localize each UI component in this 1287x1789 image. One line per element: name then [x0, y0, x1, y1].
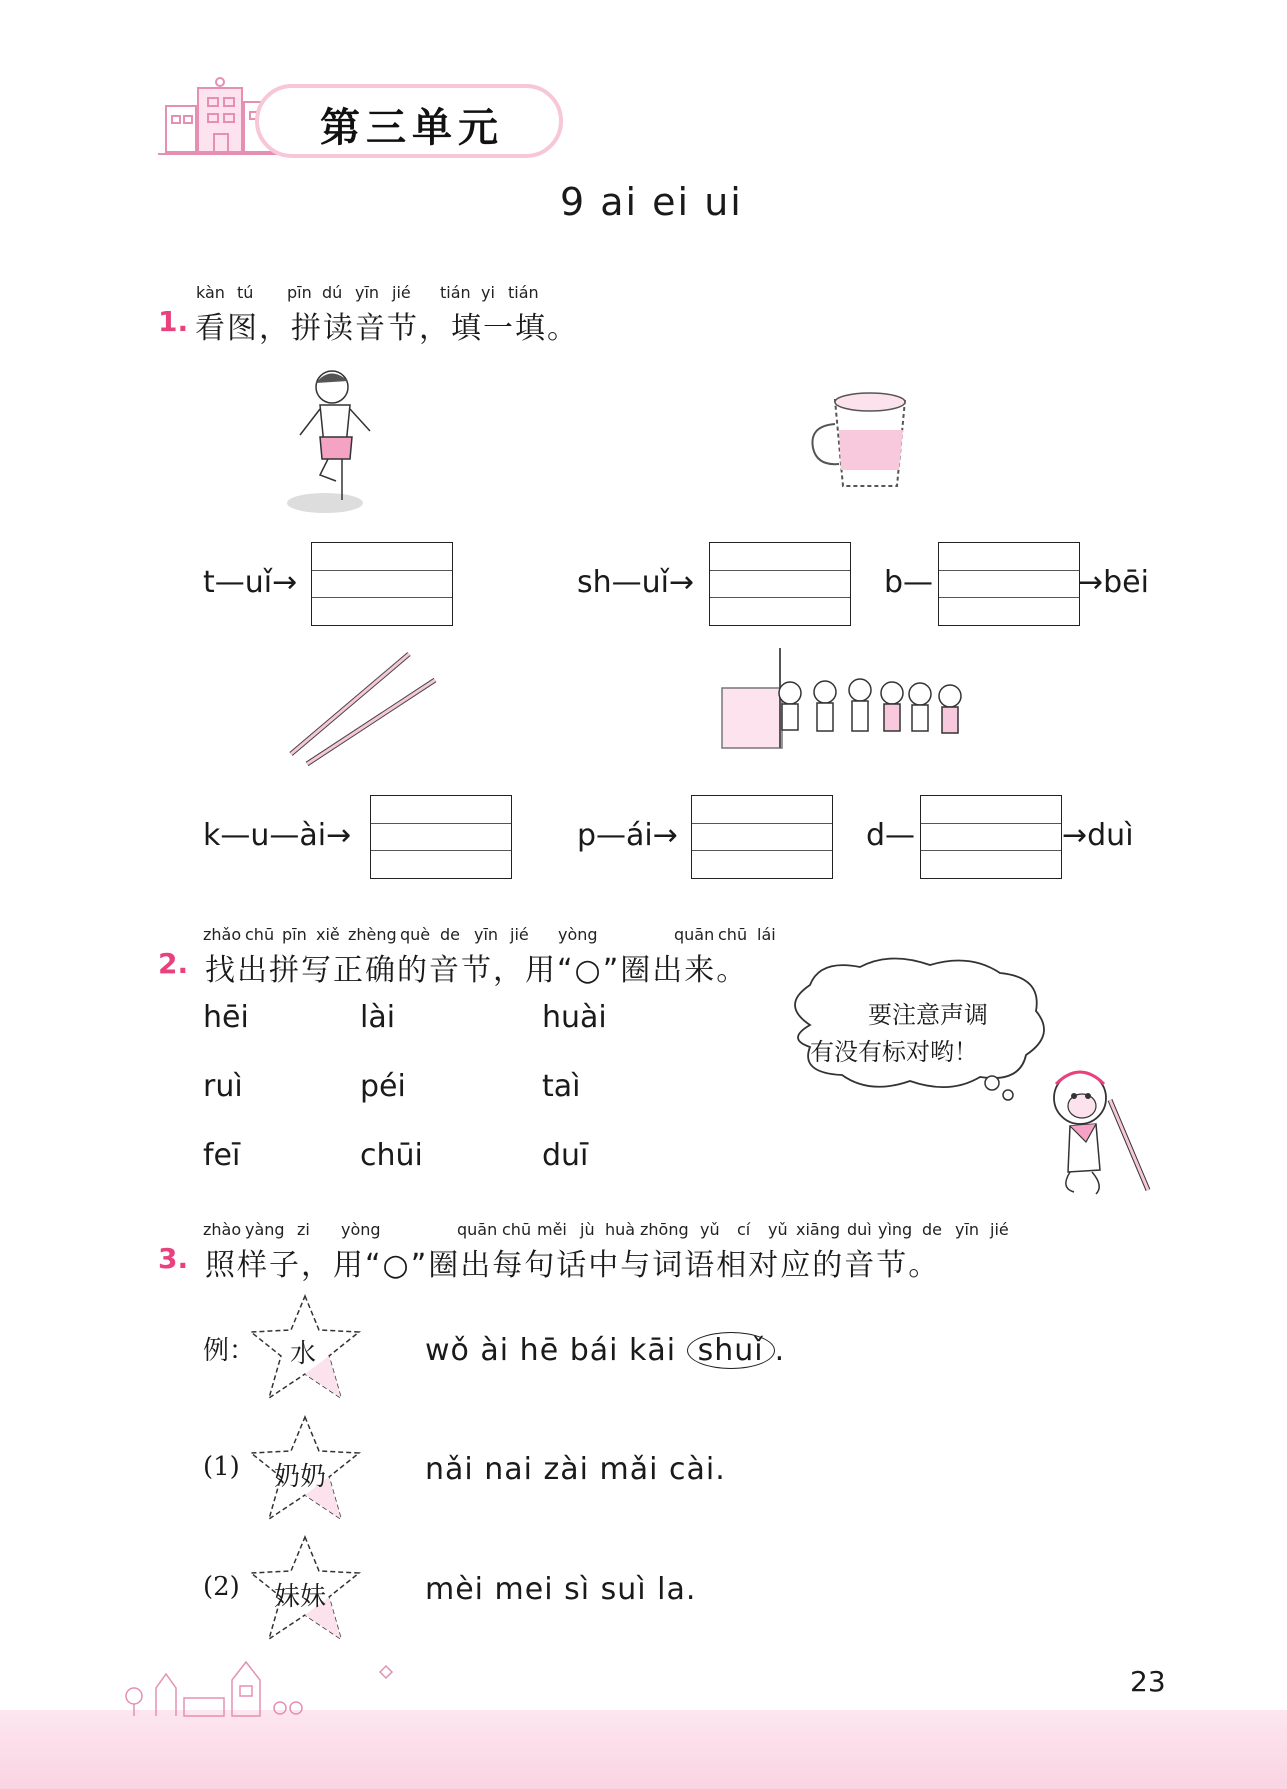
monkey-king-illustration	[1040, 1060, 1160, 1200]
pinyin: pīn	[287, 283, 312, 302]
pinyin: huà	[605, 1220, 636, 1239]
q1-pinyin	[0, 283, 1287, 305]
pinyin: jié	[392, 283, 411, 302]
example-word: 水	[290, 1339, 317, 1369]
pinyin: chū	[502, 1220, 532, 1239]
lesson-title: 9 ai ei ui	[560, 180, 743, 224]
syllable-option[interactable]: ruì	[203, 1069, 243, 1104]
pinyin: chū	[245, 925, 275, 944]
pinyin: de	[440, 925, 460, 944]
pinyin: quān	[674, 925, 715, 944]
q2-number: 2.	[158, 947, 189, 980]
syllable-option[interactable]: péi	[360, 1069, 406, 1104]
page-number: 23	[1130, 1665, 1166, 1698]
pinyin: yǔ	[768, 1220, 788, 1239]
pinyin: jù	[580, 1220, 595, 1239]
syllable-option[interactable]: lài	[360, 1000, 396, 1035]
item-word-2: 妹妹	[274, 1582, 327, 1612]
pinyin: měi	[537, 1220, 567, 1239]
pinyin: tián	[440, 283, 471, 302]
town-decoration-icon	[120, 1650, 400, 1720]
item-sentence-1[interactable]: nǎi nai zài mǎi cài.	[425, 1452, 726, 1487]
q2-text: 找出拼写正确的音节，用“○”圈出来。	[205, 953, 749, 988]
cup-illustration	[805, 390, 915, 495]
example-sentence	[425, 1332, 785, 1369]
pinyin: yi	[481, 283, 495, 302]
q1-formula-4: k—u—ài→	[203, 818, 352, 853]
q1-number: 1.	[158, 305, 189, 338]
circled-syllable: shuǐ	[687, 1332, 775, 1369]
tip-line-1: 要注意声调	[868, 1001, 988, 1029]
tip-line-2: 有没有标对哟！	[810, 1038, 978, 1066]
q1-answer-box-3[interactable]	[938, 542, 1080, 626]
q1-answer-box-6[interactable]	[920, 795, 1062, 879]
unit-title: 第三单元	[320, 105, 504, 151]
pinyin: cí	[737, 1220, 751, 1239]
pinyin: dú	[322, 283, 343, 302]
pinyin: jié	[510, 925, 529, 944]
pinyin: zhǎo	[203, 925, 242, 944]
q1-formula-1: t—uǐ→	[203, 565, 298, 600]
pinyin: quān	[457, 1220, 498, 1239]
q1-answer-box-1[interactable]	[311, 542, 453, 626]
pinyin: zi	[297, 1220, 310, 1239]
pinyin: yǔ	[700, 1220, 720, 1239]
pinyin: pīn	[282, 925, 307, 944]
pinyin: yòng	[341, 1220, 381, 1239]
unit-banner	[150, 70, 565, 160]
pinyin: zhèng	[348, 925, 397, 944]
q1-text: 看图，拼读音节，填一填。	[195, 311, 579, 346]
syllable-option[interactable]: feī	[203, 1138, 241, 1173]
q1-formula-2: sh—uǐ→	[577, 565, 695, 600]
pinyin: chū	[718, 925, 748, 944]
chopsticks-illustration	[285, 648, 445, 768]
pinyin: tián	[508, 283, 539, 302]
pinyin: duì	[847, 1220, 872, 1239]
pinyin: kàn	[196, 283, 225, 302]
q1-result-3: →bēi	[1078, 565, 1149, 600]
item-label-1: (1)	[203, 1452, 240, 1482]
pinyin: zhào	[203, 1220, 242, 1239]
item-word-1: 奶奶	[274, 1462, 327, 1492]
q1-result-6: →duì	[1062, 818, 1134, 853]
syllable-option[interactable]: huài	[542, 1000, 607, 1035]
pinyin: yīn	[955, 1220, 980, 1239]
item-label-2: (2)	[203, 1572, 240, 1602]
pinyin: zhōng	[640, 1220, 689, 1239]
example-label: 例：	[203, 1336, 256, 1366]
q2-pinyin	[0, 925, 1287, 947]
q1-formula-5: p—ái→	[577, 818, 678, 853]
example-sentence-text: wǒ ài hē bái kāi	[425, 1333, 687, 1368]
q3-text: 照样子，用“○”圈出每句话中与词语相对应的音节。	[205, 1248, 941, 1283]
syllable-option[interactable]: chūi	[360, 1138, 423, 1173]
children-lining-up-illustration	[720, 648, 980, 758]
pinyin: jié	[990, 1220, 1009, 1239]
q1-formula-6: d—	[866, 818, 916, 853]
pinyin: yīn	[355, 283, 380, 302]
pinyin: yīn	[474, 925, 499, 944]
q1-formula-3: b—	[884, 565, 934, 600]
item-sentence-2[interactable]: mèi mei sì suì la.	[425, 1572, 697, 1607]
q3-pinyin	[0, 1220, 1287, 1242]
pinyin: tú	[237, 283, 254, 302]
syllable-option[interactable]: duī	[542, 1138, 589, 1173]
q3-number: 3.	[158, 1242, 189, 1275]
pinyin: yìng	[878, 1220, 913, 1239]
pinyin: què	[400, 925, 431, 944]
thought-cloud	[780, 955, 1060, 1105]
pinyin: xiāng	[796, 1220, 841, 1239]
pinyin: xiě	[316, 925, 340, 944]
pinyin: yòng	[558, 925, 598, 944]
q1-answer-box-2[interactable]	[709, 542, 851, 626]
example-sentence-end: .	[774, 1333, 786, 1368]
bottom-band	[0, 1710, 1287, 1789]
boy-lifting-leg-illustration	[280, 365, 380, 515]
pinyin: de	[922, 1220, 942, 1239]
pinyin: lái	[757, 925, 776, 944]
q1-answer-box-5[interactable]	[691, 795, 833, 879]
syllable-option[interactable]: hēi	[203, 1000, 249, 1035]
syllable-option[interactable]: taì	[542, 1069, 581, 1104]
pinyin: yàng	[245, 1220, 285, 1239]
q1-answer-box-4[interactable]	[370, 795, 512, 879]
